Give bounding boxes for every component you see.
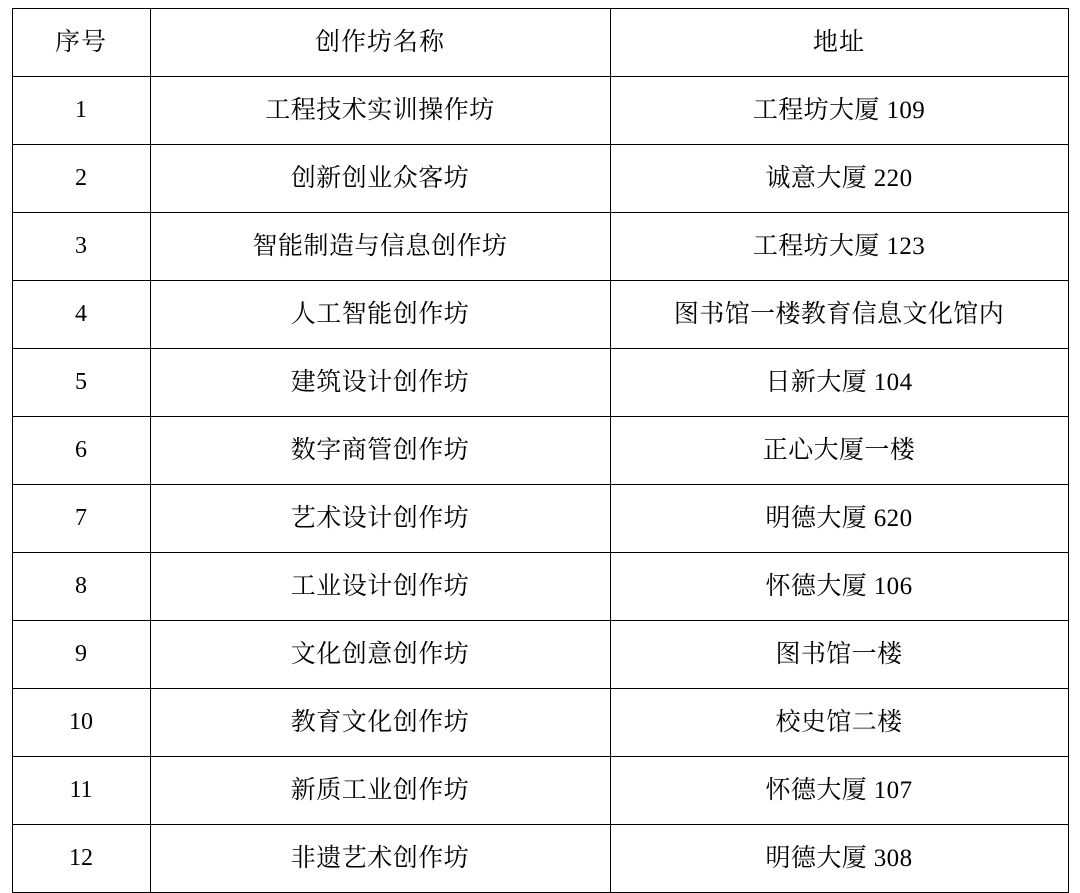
cell-address: 图书馆一楼教育信息文化馆内 (610, 281, 1068, 349)
cell-no: 6 (12, 417, 150, 485)
table-row (12, 213, 1068, 281)
cell-address: 工程坊大厦 123 (610, 213, 1068, 281)
cell-no: 7 (12, 485, 150, 553)
cell-name: 创新创业众客坊 (150, 145, 610, 213)
cell-name: 数字商管创作坊 (150, 417, 610, 485)
cell-address: 校史馆二楼 (610, 689, 1068, 757)
cell-address: 诚意大厦 220 (610, 145, 1068, 213)
cell-address: 工程坊大厦 109 (610, 77, 1068, 145)
cell-name: 非遗艺术创作坊 (150, 825, 610, 893)
cell-address: 怀德大厦 107 (610, 757, 1068, 825)
cell-no: 4 (12, 281, 150, 349)
table-row (12, 553, 1068, 621)
cell-no: 2 (12, 145, 150, 213)
cell-no: 3 (12, 213, 150, 281)
cell-no: 1 (12, 77, 150, 145)
cell-address: 明德大厦 308 (610, 825, 1068, 893)
cell-no: 9 (12, 621, 150, 689)
workshop-table (12, 8, 1069, 893)
cell-no: 5 (12, 349, 150, 417)
cell-name: 工程技术实训操作坊 (150, 77, 610, 145)
table-row (12, 77, 1068, 145)
cell-name: 新质工业创作坊 (150, 757, 610, 825)
cell-address: 怀德大厦 106 (610, 553, 1068, 621)
cell-address: 日新大厦 104 (610, 349, 1068, 417)
table-header (12, 9, 1068, 77)
cell-name: 智能制造与信息创作坊 (150, 213, 610, 281)
table-row (12, 621, 1068, 689)
cell-no: 11 (12, 757, 150, 825)
cell-name: 教育文化创作坊 (150, 689, 610, 757)
table-body (12, 77, 1068, 893)
cell-name: 文化创意创作坊 (150, 621, 610, 689)
cell-name: 建筑设计创作坊 (150, 349, 610, 417)
table-row (12, 485, 1068, 553)
table-row (12, 689, 1068, 757)
column-header-address: 地址 (610, 9, 1068, 77)
cell-address: 正心大厦一楼 (610, 417, 1068, 485)
cell-address: 图书馆一楼 (610, 621, 1068, 689)
table-row (12, 417, 1068, 485)
cell-name: 艺术设计创作坊 (150, 485, 610, 553)
column-header-name: 创作坊名称 (150, 9, 610, 77)
table-row (12, 349, 1068, 417)
table-row (12, 757, 1068, 825)
table-row (12, 145, 1068, 213)
table-row (12, 825, 1068, 893)
table-row (12, 281, 1068, 349)
column-header-no: 序号 (12, 9, 150, 77)
cell-address: 明德大厦 620 (610, 485, 1068, 553)
cell-no: 10 (12, 689, 150, 757)
cell-no: 8 (12, 553, 150, 621)
cell-name: 人工智能创作坊 (150, 281, 610, 349)
cell-no: 12 (12, 825, 150, 893)
cell-name: 工业设计创作坊 (150, 553, 610, 621)
table-header-row (12, 9, 1068, 77)
